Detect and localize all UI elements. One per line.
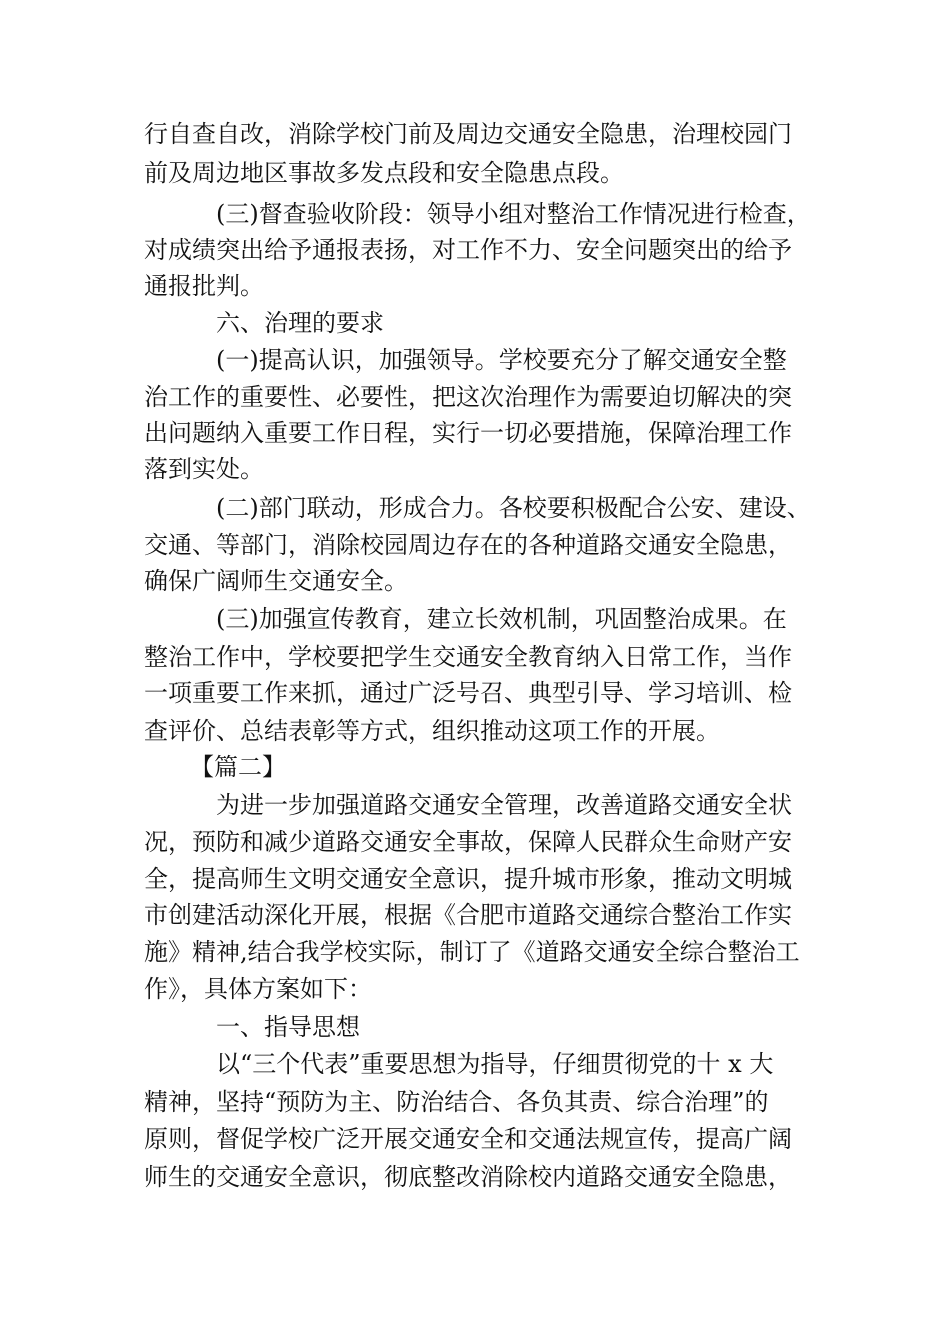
text-line: 以“三个代表”重要思想为指导，仔细贯彻党的十 x 大 <box>216 1050 774 1078</box>
text-line: 整治工作中，学校要把学生交通安全教育纳入日常工作，当作 <box>144 643 792 671</box>
text-line: 为进一步加强道路交通安全管理，改善道路交通安全状 <box>216 791 792 819</box>
text-line: 前及周边地区事故多发点段和安全隐患点段。 <box>144 159 624 187</box>
text-line: 施》精神,结合我学校实际，制订了《道路交通安全综合整治工 <box>144 938 800 966</box>
text-line: 交通、等部门，消除校园周边存在的各种道路交通安全隐患， <box>144 531 792 559</box>
text-line: 市创建活动深化开展，根据《合肥市道路交通综合整治工作实 <box>144 901 792 929</box>
text-line: 治工作的重要性、必要性，把这次治理作为需要迫切解决的突 <box>144 383 792 411</box>
text-line: 师生的交通安全意识，彻底整改消除校内道路交通安全隐患， <box>144 1163 792 1191</box>
text-line: 出问题纳入重要工作日程，实行一切必要措施，保障治理工作 <box>144 419 792 447</box>
text-line: 作》，具体方案如下： <box>144 975 372 1003</box>
text-line: 通报批判。 <box>144 272 264 300</box>
text-line: (二)部门联动，形成合力。各校要积极配合公安、建设、 <box>216 494 811 522</box>
text-line: 一项重要工作来抓，通过广泛号召、典型引导、学习培训、检 <box>144 679 792 707</box>
text-line: (一)提高认识，加强领导。学校要充分了解交通安全整 <box>216 346 787 374</box>
text-line: (三)加强宣传教育，建立长效机制，巩固整治成果。在 <box>216 605 787 633</box>
text-line: 确保广阔师生交通安全。 <box>144 567 408 595</box>
text-line: 行自查自改，消除学校门前及周边交通安全隐患，治理校园门 <box>144 120 792 148</box>
text-line: 对成绩突出给予通报表扬，对工作不力、安全问题突出的给予 <box>144 236 792 264</box>
text-line: 况，预防和减少道路交通安全事故，保障人民群众生命财产安 <box>144 828 792 856</box>
text-line: 全，提高师生文明交通安全意识，提升城市形象，推动文明城 <box>144 865 792 893</box>
text-line: (三)督查验收阶段：领导小组对整治工作情况进行检查， <box>216 200 811 228</box>
text-line: 原则，督促学校广泛开展交通安全和交通法规宣传，提高广阔 <box>144 1125 792 1153</box>
text-line: 精神，坚持“预防为主、防治结合、各负其责、综合治理”的 <box>144 1088 769 1116</box>
section-heading: 一、指导思想 <box>216 1013 360 1041</box>
text-line: 查评价、总结表彰等方式，组织推动这项工作的开展。 <box>144 717 720 745</box>
chapter-heading: 【篇二】 <box>190 753 286 781</box>
text-line: 落到实处。 <box>144 455 264 483</box>
section-heading: 六、治理的要求 <box>216 309 384 337</box>
